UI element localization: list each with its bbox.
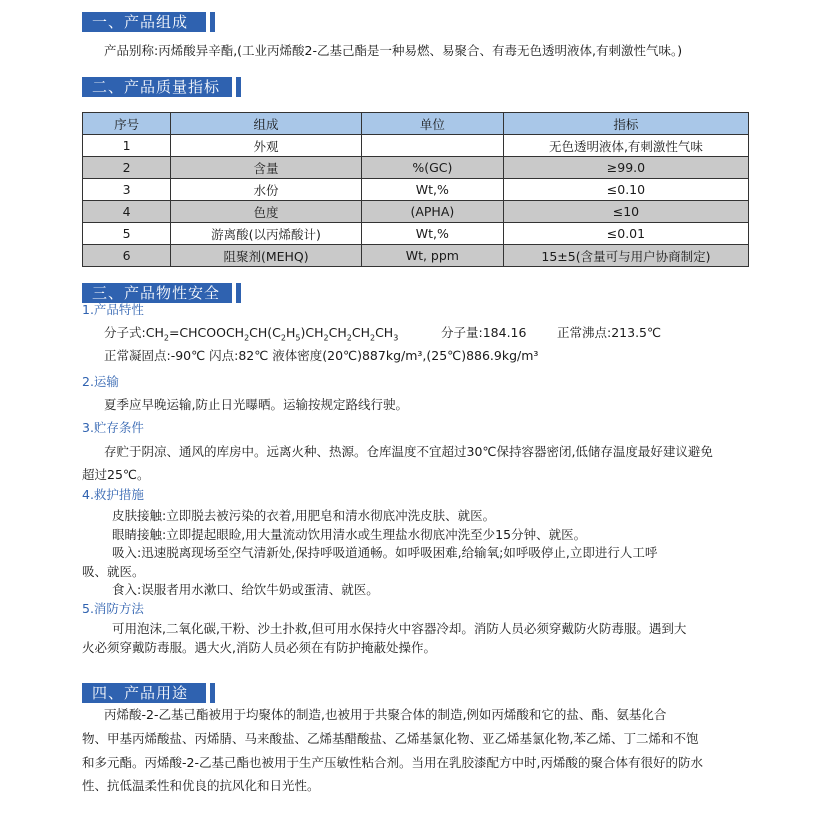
fire-fighting-line1: 可用泡沫,二氧化碳,干粉、沙土扑救,但可用水保持火中容器冷却。消防人员必须穿戴防火防毒服。遇到大 (112, 621, 687, 636)
storage-text-line2: 超过25℃。 (82, 467, 150, 482)
table-header-row (83, 113, 749, 135)
first-aid-inhale-line2: 吸、就医。 (82, 564, 145, 579)
table-cell: (APHA) (361, 201, 503, 223)
table-row (83, 179, 749, 201)
table-cell: 3 (83, 179, 171, 201)
table-cell: 色度 (171, 201, 362, 223)
first-aid-ingest: 食入:误服者用水漱口、给饮牛奶或蛋清、就医。 (112, 582, 379, 597)
table-row (83, 201, 749, 223)
table-cell: 无色透明液体,有刺激性气味 (503, 135, 748, 157)
section-header-safety: 三、产品物性安全 (82, 283, 232, 303)
table-cell: %(GC) (361, 157, 503, 179)
usage-line2: 物、甲基丙烯酸盐、丙烯腈、马来酸盐、乙烯基醋酸盐、乙烯基氯化物、亚乙烯基氯化物,苯乙烯、丁二烯和不饱 (82, 731, 699, 746)
table-cell (361, 135, 503, 157)
transport-text: 夏季应早晚运输,防止日光曝晒。运输按规定路线行驶。 (104, 397, 408, 412)
table-cell: ≤0.01 (503, 223, 748, 245)
table-row (83, 223, 749, 245)
table-cell: Wt,% (361, 223, 503, 245)
table-cell: 游离酸(以丙烯酸计) (171, 223, 362, 245)
table-cell: 6 (83, 245, 171, 267)
section-header-usage: 四、产品用途 (82, 683, 206, 703)
table-cell: 15±5(含量可与用户协商制定) (503, 245, 748, 267)
molecular-weight: 分子量:184.16 (441, 325, 527, 340)
table-cell: Wt, ppm (361, 245, 503, 267)
storage-text-line1: 存贮于阴凉、通风的库房中。远离火种、热源。仓库温度不宜超过30℃保持容器密闭,低储存温度最好建议避免 (104, 444, 713, 459)
subheading-product-properties: 1.产品特性 (82, 302, 144, 317)
table-cell: 5 (83, 223, 171, 245)
subheading-transport: 2.运输 (82, 374, 119, 389)
table-header-cell: 组成 (171, 113, 362, 135)
molecular-formula: 分子式$:CH_2=CHCOOCH_2CH(C_2H_5)CH_2CH_2CH_2CH_3$ (104, 325, 399, 343)
table-cell: ≥99.0 (503, 157, 748, 179)
product-alias: 产品别称:丙烯酸异辛酯,(工业丙烯酸2-乙基己酯是一种易燃、易聚合、有毒无色透明液体,有刺激性气味。) (104, 43, 683, 58)
first-aid-inhale-line1: 吸入:迅速脱离现场至空气清新处,保持呼吸道通畅。如呼吸困难,给输氧;如呼吸停止,立即进行人工呼 (112, 545, 658, 560)
table-header-cell: 单位 (361, 113, 503, 135)
first-aid-eye: 眼睛接触:立即提起眼睑,用大量流动饮用清水或生理盐水彻底冲洗至少15分钟、就医。 (112, 527, 587, 542)
quality-spec-table (82, 112, 749, 267)
table-cell: ≤0.10 (503, 179, 748, 201)
physical-props-line: 正常凝固点:-90℃ 闪点:82℃ 液体密度(20℃)887kg/m³,(25℃)886.9kg/m³ (104, 348, 539, 363)
usage-line1: 丙烯酸-2-乙基己酯被用于均聚体的制造,也被用于共聚合体的制造,例如丙烯酸和它的盐、酯、氨基化合 (104, 707, 667, 722)
table-cell: 阻聚剂(MEHQ) (171, 245, 362, 267)
table-cell: 水份 (171, 179, 362, 201)
table-header-cell: 指标 (503, 113, 748, 135)
boiling-point: 正常沸点:213.5℃ (557, 325, 662, 340)
table-cell: 4 (83, 201, 171, 223)
table-cell: 含量 (171, 157, 362, 179)
fire-fighting-line2: 火必须穿戴防毒服。遇大火,消防人员必须在有防护掩蔽处操作。 (82, 640, 436, 655)
table-row (83, 135, 749, 157)
subheading-storage: 3.贮存条件 (82, 420, 144, 435)
first-aid-skin: 皮肤接触:立即脱去被污染的衣着,用肥皂和清水彻底冲洗皮肤、就医。 (112, 508, 496, 523)
usage-line4: 性、抗低温柔性和优良的抗风化和日光性。 (82, 778, 320, 793)
usage-line3: 和多元酯。丙烯酸-2-乙基己酯也被用于生产压敏性粘合剂。当用在乳胶漆配方中时,丙烯酸的聚合体有很好的防水 (82, 755, 703, 770)
section-header-composition: 一、产品组成 (82, 12, 206, 32)
table-row (83, 157, 749, 179)
table-cell: 外观 (171, 135, 362, 157)
table-cell: ≤10 (503, 201, 748, 223)
table-cell: 1 (83, 135, 171, 157)
table-cell: Wt,% (361, 179, 503, 201)
table-row (83, 245, 749, 267)
subheading-first-aid: 4.救护措施 (82, 487, 144, 502)
subheading-fire-fighting: 5.消防方法 (82, 601, 144, 616)
section-header-quality: 二、产品质量指标 (82, 77, 232, 97)
table-header-cell: 序号 (83, 113, 171, 135)
table-cell: 2 (83, 157, 171, 179)
